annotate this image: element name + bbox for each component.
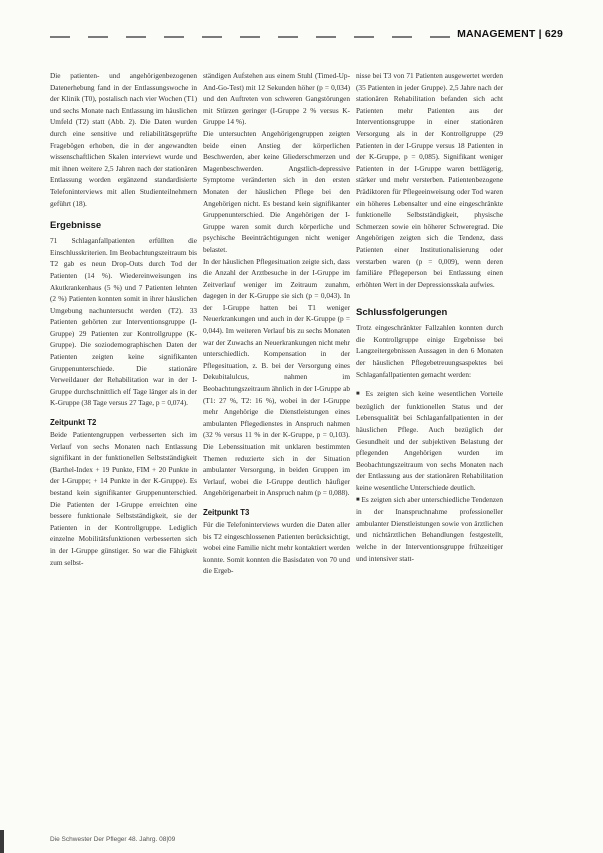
header-dash-rule [50,36,470,38]
footer-citation: Die Schwester Der Pfleger 48. Jahrg. 08|09 [50,836,176,843]
conclusion-paragraph: Trotz eingeschränkter Fallzahlen konnten durch die Kontrollgruppe einige Ergebnisse bei Langzeitergebnissen Aussagen in den 6 Monaten der häuslichen Pflegebetreuungsaspektes bei Schlaganfallpatienten gemacht werden: [356,323,503,379]
home-care-paragraph: In der häuslichen Pflegesituation zeigte sich, dass die Anzahl der Arztbesuche in der I-Gruppe im Zeitverlauf weniger im Zeitraum zunahm, dagegen in der K-Gruppe sie sich (p = 0,043). In der I-Gruppe hatten bei T1 weniger Neuerkrankungen und auch in der K-Gruppe (p = 0,044). Im weiteren Verlauf bis zu sechs Monaten war der Zuwachs an Neuerkrankungen nicht mehr unterschiedlich. Kompensation in der Pflegesituation, z. B. bei der Versorgung eines Dekubitalulcus, nahmen im Beobachtungszeitraum ähnlich in der I-Gruppe ab (T1: 27 %, T2: 16 %), wobei in der I-Gruppe mehr Angehörige die Dienstleistungen eines ambulanten Pflegedienstes in Anspruch nahmen (32 % versus 11 % in der K-Gruppe, p = 0,103). Die Lebenssituation mit unklaren bestimmten Themen reduzierte sich in der Situation ambulanter Versorgung, in beiden Gruppen im Verlauf, wobei die I-Gruppe deutlich häufiger Angehörigenarbeit in Anspruch nahm (p = 0,088). [203,256,350,498]
conclusion-heading: Schlussfolgerungen [356,307,448,319]
text-column-1 [50,70,197,845]
t2-heading: Zeitpunkt T2 [50,418,97,428]
t2-continued-paragraph: ständigen Aufstehen aus einem Stuhl (Timed-Up-And-Go-Test) mit 12 Sekunden höher (p = 0,034) und den Auftreten von schweren Gangstörungen mit Stürzen geringer (I-Gruppe 2 % versus K-Gruppe 14 %). [203,71,350,127]
results-paragraph: 71 Schlaganfallpatienten erfüllten die Einschlusskriterien. Im Beobachtungszeitraum bis T2 gab es neun Drop-Outs durch Tod der Patienten (14 %). Wiedereinweisungen ins Akutkrankenhaus (5 %) und 7 Patienten lehnten (2 %) Patienten konnten somit in ihrer häuslichen Umgebung nachuntersucht werden (T2). 33 Patienten gehörten zur Interventionsgruppe (I-Gruppe) 29 Patienten zur Kontrollgruppe (K-Gruppe). Die soziodemographischen Daten der Patienten zeigten keine signifikanten Gruppenunterschiede. Die stationäre Verweildauer der Rehabilitation war in der I-Gruppe durchschnittlich elf Tage länger als in der K-Gruppe (38 Tage versus 27 Tage, p = 0,074). [50,236,197,408]
t2-paragraph: Beide Patientengruppen verbesserten sich im Verlauf von sechs Monaten nach Entlassung signifikant in der funktionellen Selbstständigkeit (Barthel-Index + 19 Punkte, FIM + 20 Punkte in der I-Gruppe; + 14 Punkte in der K-Gruppe). Es bestand kein signifikanter Gruppenunterschied. Die Patienten der I-Gruppe erreichten eine bessere funktionale Selbstständigkeit, sie der Patienten in der Kontrollgruppe. Lediglich einzelne Mobilitätsfunktionen verbesserten sich in der I-Gruppe günstiger. So war die Fähigkeit zum selbst- [50,430,197,567]
t3-continued-paragraph: nisse bei T3 von 71 Patienten ausgewertet werden (35 Patienten in jeder Gruppe). 2,5 Jahre nach der stationären Rehabilitation befanden sich acht Patienten mehr Patienten aus der Interventionsgruppe in einer stationären Versorgung als in der Kontrollgruppe (29 Patienten in der I-Gruppe versus 18 Patienten in der K-Gruppe, p = 0,085). Signifikant weniger Patienten in der I-Gruppe waren bettlägerig, stärker und mehr versterben. Patientenbezogene Prädiktoren für Pflegeeinweisung oder Tod waren ein höheres Lebensalter und eine eingeschränkte funktionelle Selbstständigkeit, physische Schmerzen sowie ein höherer Schweregrad. Die Angehörigen zeigten sich die Tendenz, dass Patienten einer Institutionalisierung oder verstarben waren (p = 0,009), wenn deren familiäre Pflegeperson bei Entlassung einen erhöhten Wert in der Depressionsskala aufwies. [356,71,503,289]
intro-paragraph: Die patienten- und angehörigenbezogenen Datenerhebung fand in der Entlassungswoche in der Klinik (T0), postalisch nach vier Wochen (T1) und sechs Monate nach Entlassung im häuslichen Umfeld (T2) statt (Abb. 2). Die Daten wurden durch eine sensitive und reliabilitätsgeprüfte Fragebögen erhoben, die in der angewandten wissenschaftlichen Skalen interviewt wurde und mit ihnen weitere 2,5 Jahren nach der stationären Entlassung worden ergänzend standardisierte Telefoninterviews mit allen Studienteilnehmern geführt (18). [50,71,197,208]
conclusion-bullet-2: ■ Es zeigten sich aber unterschiedliche Tendenzen in der Inanspruchnahme professioneller ambulanter Dienstleistungen sowie von ärztlichen und nichtärztlichen Behandlungen festgestellt, welche in der Interventionsgruppe frühzeitiger und intensiver statt- [356,494,503,565]
t3-paragraph: Für die Telefoninterviews wurden die Daten aller bis T2 eingeschlossenen Patienten berücksichtigt, wobei eine Familie nicht mehr kontaktiert werden konnte. Somit konnten die Basisdaten von 70 und die Ergeb- [203,519,350,576]
results-heading: Ergebnisse [50,220,102,232]
page-edge-mark [0,830,4,853]
text-column-2 [203,70,350,845]
conclusion-bullet-1: ■ Es zeigten sich keine wesentlichen Vorteile bezüglich der funktionellen Status und der Lebensqualität bei Schlaganfallpatienten in der häuslichen Pflege. Auch bezüglich der Gesundheit und der subjektiven Belastung der pflegenden Angehörigen wurden im Beobachtungszeitraum von sechs Monaten nach der Entlassung aus der stationären Rehabilitation keine wesentliche Unterschiede deutlich. [356,388,503,493]
running-head: MANAGEMENT | 629 [457,28,563,40]
relatives-paragraph: Die untersuchten Angehörigengruppen zeigten beide einen Anstieg der körperlichen Beschwerden, aber keine Gliederschmerzen und Magenbeschwerden. Angstlich-depressive Symptome veränderten sich in den ersten Monaten der häuslichen Pflege bei den Angehörigen nicht. Es bestand kein signifikanter Gruppenunterschied. Die Angehörigen der I-Gruppe waren somit durch körperliche und psychische Beeinträchtigungen nicht weniger belastet. [203,128,350,254]
t3-heading: Zeitpunkt T3 [203,507,250,517]
text-column-3 [356,70,503,845]
